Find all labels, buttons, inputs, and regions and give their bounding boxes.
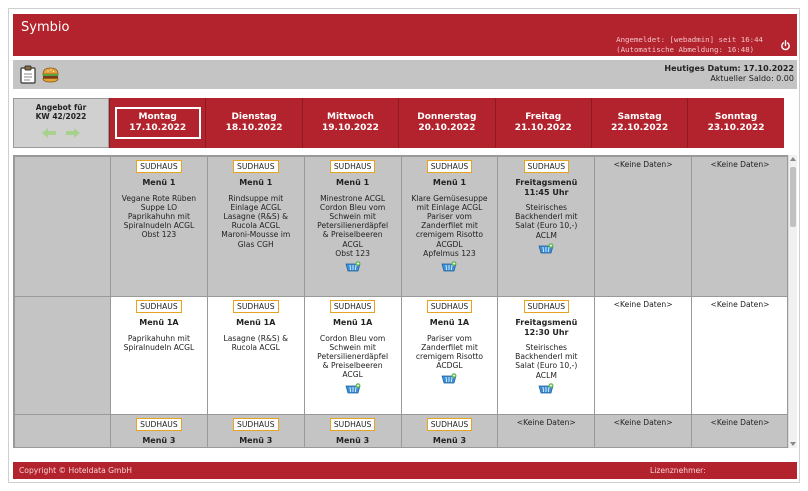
- menu-description-line: Steirisches: [525, 203, 567, 212]
- grid-scrollbar[interactable]: [788, 155, 797, 448]
- menu-title: [308, 318, 398, 328]
- table-row: [15, 415, 789, 449]
- menu-description-line: Einlage ACGL: [230, 202, 282, 212]
- row-label-cell: [15, 157, 111, 297]
- kitchen-badge: SUDHAUS: [136, 418, 182, 431]
- menu-description-line: Suppe LO: [140, 202, 178, 212]
- menu-name-text: Freitagsmenü: [515, 178, 578, 187]
- menu-cell: [595, 157, 692, 297]
- menu-description-line: mit Einlage ACGL: [416, 202, 483, 212]
- today-date: Heutiges Datum: 17.10.2022: [664, 64, 794, 73]
- add-to-basket-icon[interactable]: [538, 383, 554, 394]
- menu-description-line: cremigem Risotto: [415, 230, 484, 240]
- menu-cell: [692, 157, 788, 297]
- menu-description-line: Schwein mit: [329, 342, 376, 352]
- menu-description-line: ACLM: [535, 370, 557, 380]
- menu-cell[interactable]: [304, 297, 401, 415]
- menu-description-line: Petersilienerdäpfel: [317, 221, 389, 231]
- menu-name-text: Menü 3: [142, 436, 176, 445]
- menu-description-line: Vegane Rote Rüben: [121, 193, 197, 203]
- menu-description-line: ACDGL: [436, 361, 463, 371]
- menu-cell[interactable]: [498, 157, 595, 297]
- menu-description-line: Minestrone ACGL: [320, 193, 386, 203]
- menu-description-line: Paprikahuhn mit: [127, 211, 190, 221]
- day-tab-donnerstag[interactable]: [398, 98, 494, 148]
- menu-description-line: Paprikahuhn mit: [127, 333, 190, 343]
- kitchen-badge: SUDHAUS: [330, 300, 376, 313]
- app-title: Symbio: [21, 20, 70, 35]
- kitchen-badge: SUDHAUS: [136, 300, 182, 313]
- day-name: Mittwoch: [327, 112, 374, 122]
- kitchen-badge: SUDHAUS: [427, 418, 473, 431]
- login-info: [616, 35, 763, 55]
- add-to-basket-icon[interactable]: [441, 373, 457, 384]
- day-tab-dienstag[interactable]: [205, 98, 301, 148]
- burger-icon[interactable]: [41, 65, 60, 84]
- no-data-label: <Keine Daten>: [710, 300, 770, 309]
- menu-title: [114, 318, 204, 328]
- menu-cell[interactable]: [401, 415, 498, 449]
- menu-description: [405, 334, 495, 371]
- menu-cell[interactable]: [401, 297, 498, 415]
- menu-description-line: Klare Gemüsesuppe: [411, 193, 488, 203]
- menu-cell[interactable]: [401, 157, 498, 297]
- day-tab-content: [413, 109, 480, 137]
- no-data-label: <Keine Daten>: [613, 418, 673, 427]
- menu-description-line: ACGDL: [436, 239, 463, 249]
- menu-time: 11:45 Uhr: [524, 187, 569, 197]
- menu-description-line: & Preiselbeeren: [322, 230, 383, 240]
- power-icon[interactable]: [780, 40, 791, 51]
- no-data-label: <Keine Daten>: [710, 160, 770, 169]
- menu-description-line: ACGL: [342, 239, 363, 249]
- day-date: 19.10.2022: [322, 123, 379, 133]
- day-date: 20.10.2022: [418, 123, 476, 133]
- day-name: Dienstag: [231, 112, 277, 122]
- menu-title: [114, 436, 204, 446]
- day-name: Freitag: [525, 112, 562, 122]
- prev-week-arrow-icon[interactable]: [41, 127, 57, 139]
- day-date: 17.10.2022: [129, 123, 187, 133]
- menu-description-line: Lasagne (R&S) &: [223, 333, 289, 343]
- menu-description-line: Petersilienerdäpfel: [317, 351, 389, 361]
- no-data-label: <Keine Daten>: [516, 418, 576, 427]
- menu-description-line: Obst 123: [335, 248, 370, 258]
- menu-title: [501, 318, 591, 337]
- day-date: 22.10.2022: [611, 123, 669, 133]
- menu-name-text: Menü 1A: [139, 318, 179, 327]
- auto-logout-info: (Automatische Abmeldung: 16:48): [616, 45, 755, 54]
- menu-description-line: Steirisches: [525, 343, 567, 352]
- day-tab-content: [222, 109, 287, 137]
- day-tab-montag[interactable]: [109, 98, 205, 148]
- kitchen-badge: SUDHAUS: [524, 300, 570, 313]
- row-label-cell: [15, 415, 111, 449]
- day-name: Samstag: [617, 112, 662, 122]
- day-tab-content: [607, 109, 672, 137]
- menu-description-line: ACLM: [535, 230, 557, 240]
- day-tab-content: [318, 109, 383, 137]
- menu-description: [211, 334, 301, 352]
- add-to-basket-icon[interactable]: [538, 243, 554, 254]
- account-balance: Aktueller Saldo: 0.00: [710, 74, 794, 83]
- menu-cell[interactable]: [207, 297, 304, 415]
- menu-name-text: Menü 1A: [236, 318, 276, 327]
- day-date: 21.10.2022: [514, 123, 572, 133]
- login-status: Angemeldet: [webadmin] seit 16:44: [616, 35, 763, 44]
- scroll-down-icon[interactable]: [790, 442, 796, 446]
- no-data-label: <Keine Daten>: [710, 418, 770, 427]
- menu-description-line: Zanderfilet mit: [421, 221, 478, 231]
- menu-description: [211, 194, 301, 249]
- menu-description: [405, 194, 495, 258]
- menu-cell: [595, 415, 692, 449]
- menu-description-line: Salat (Euro 10,-): [515, 361, 578, 371]
- kitchen-badge: SUDHAUS: [233, 300, 279, 313]
- menu-description-line: Apfelmus 123: [423, 248, 476, 258]
- menu-cell: [692, 297, 788, 415]
- menu-title: [405, 178, 495, 188]
- menu-description-line: cremigem Risotto: [415, 351, 484, 361]
- week-header-row: [13, 98, 784, 148]
- menu-cell[interactable]: [111, 297, 208, 415]
- week-offer-cell: [13, 98, 109, 148]
- day-name: Donnerstag: [417, 112, 477, 122]
- menu-description: [308, 194, 398, 258]
- menu-title: [211, 436, 301, 446]
- menu-cell[interactable]: [207, 415, 304, 449]
- menu-description-line: Glas CGH: [237, 239, 274, 249]
- menu-title: [114, 178, 204, 188]
- kitchen-badge: SUDHAUS: [330, 418, 376, 431]
- menu-description-line: Pariser vom: [427, 211, 472, 221]
- table-row: [15, 297, 789, 415]
- menu-description-line: Rindsuppe mit: [228, 193, 284, 203]
- menu-description-line: & Preiselbeeren: [322, 361, 383, 371]
- table-row: [15, 157, 789, 297]
- day-tab-content: [511, 109, 576, 137]
- menu-cell[interactable]: [304, 415, 401, 449]
- menu-name-text: Menü 3: [239, 436, 273, 445]
- menu-description-line: Pariser vom: [427, 333, 472, 343]
- day-date: 23.10.2022: [707, 123, 765, 133]
- menu-description-line: Cordon Bleu vom: [319, 333, 386, 343]
- kitchen-badge: SUDHAUS: [233, 418, 279, 431]
- menu-description-line: Obst 123: [141, 230, 177, 240]
- menu-name-text: Menü 1A: [332, 318, 373, 327]
- menu-grid: [13, 155, 788, 448]
- day-name: Montag: [138, 112, 177, 122]
- menu-name-text: Menü 1: [432, 178, 467, 187]
- no-data-label: <Keine Daten>: [613, 300, 673, 309]
- menu-description-line: Spiralnudeln ACGL: [123, 221, 195, 231]
- menu-description-line: Schwein mit: [329, 211, 376, 221]
- header-bar: [13, 14, 797, 56]
- menu-description-line: ACGL: [342, 370, 363, 380]
- menu-title: [405, 318, 495, 328]
- menu-name-text: Menü 3: [336, 436, 370, 445]
- row-label-cell: [15, 297, 111, 415]
- menu-title: [501, 178, 591, 197]
- kitchen-badge: SUDHAUS: [427, 300, 473, 313]
- menu-description-line: Maroni-Mousse im: [221, 230, 291, 240]
- kitchen-badge: SUDHAUS: [136, 160, 182, 173]
- menu-cell[interactable]: [498, 297, 595, 415]
- day-tab-content: [115, 107, 201, 139]
- menu-description-line: Zanderfilet mit: [421, 342, 478, 352]
- menu-description: [501, 203, 591, 240]
- menu-cell: [692, 415, 788, 449]
- kitchen-badge: SUDHAUS: [233, 160, 279, 173]
- day-tab-content: [704, 109, 769, 137]
- menu-description-line: Spiralnudeln ACGL: [123, 342, 195, 352]
- menu-description: [308, 334, 398, 380]
- day-tab-sonntag[interactable]: [687, 98, 783, 148]
- menu-description-line: Salat (Euro 10,-): [515, 221, 578, 231]
- add-to-basket-icon[interactable]: [441, 261, 457, 272]
- menu-description: [501, 343, 591, 380]
- menu-cell: [595, 297, 692, 415]
- kitchen-badge: SUDHAUS: [524, 160, 570, 173]
- menu-title: [211, 178, 301, 188]
- menu-title: [211, 318, 301, 328]
- menu-name-text: Menü 1: [336, 178, 370, 187]
- app-frame: [8, 8, 800, 483]
- menu-cell: [498, 415, 595, 449]
- menu-description-line: Lasagne (R&S) &: [223, 211, 289, 221]
- next-week-arrow-icon[interactable]: [65, 127, 81, 139]
- scroll-up-icon[interactable]: [790, 157, 796, 161]
- menu-description-line: Backhenderl mit: [515, 352, 578, 362]
- add-to-basket-icon[interactable]: [345, 383, 361, 394]
- menu-description: [114, 334, 204, 352]
- menu-time: 12:30 Uhr: [524, 327, 569, 337]
- menu-description-line: Rucola ACGL: [231, 221, 280, 231]
- toolbar: [13, 60, 797, 89]
- day-tab-freitag[interactable]: [495, 98, 591, 148]
- no-data-label: <Keine Daten>: [613, 160, 673, 169]
- menu-title: [405, 436, 495, 446]
- kitchen-badge: SUDHAUS: [427, 160, 473, 173]
- offer-label: Angebot für: [35, 103, 87, 112]
- menu-name-text: Freitagsmenü: [515, 318, 578, 327]
- menu-name-text: Menü 1A: [429, 318, 470, 327]
- day-name: Sonntag: [714, 112, 758, 122]
- menu-name-text: Menü 3: [432, 436, 467, 445]
- menu-description-line: Backhenderl mit: [515, 212, 578, 222]
- copyright-text: Copyright © Hoteldata GmbH: [19, 466, 132, 475]
- menu-description-line: Rucola ACGL: [231, 342, 280, 352]
- day-tab-samstag[interactable]: [591, 98, 687, 148]
- day-tabs: [109, 98, 784, 148]
- menu-title: [308, 436, 398, 446]
- menu-title: [308, 178, 398, 188]
- menu-name-text: Menü 1: [239, 178, 273, 187]
- footer-bar: [13, 462, 797, 479]
- menu-description-line: Cordon Bleu vom: [319, 202, 386, 212]
- menu-cell[interactable]: [111, 157, 208, 297]
- menu-cell[interactable]: [111, 415, 208, 449]
- menu-description: [114, 194, 204, 240]
- day-date: 18.10.2022: [225, 123, 283, 133]
- date-info: [664, 64, 794, 84]
- add-to-basket-icon[interactable]: [345, 261, 361, 272]
- clipboard-icon[interactable]: [19, 65, 37, 84]
- menu-cell[interactable]: [207, 157, 304, 297]
- calendar-week-label: KW 42/2022: [35, 112, 87, 121]
- menu-name-text: Menü 1: [142, 178, 176, 187]
- menu-cell[interactable]: [304, 157, 401, 297]
- kitchen-badge: SUDHAUS: [330, 160, 376, 173]
- licensee-label: Lizenznehmer:: [650, 466, 706, 475]
- scroll-thumb[interactable]: [790, 167, 796, 227]
- day-tab-mittwoch[interactable]: [302, 98, 398, 148]
